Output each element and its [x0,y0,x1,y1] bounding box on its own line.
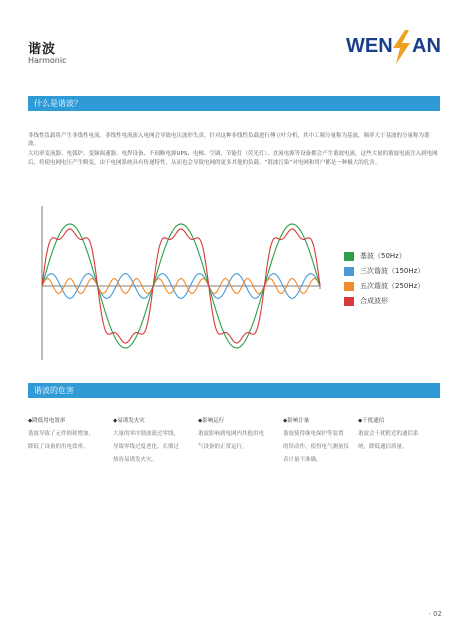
hazard-column [198,415,276,454]
hazard-line: 导致零线过度老化、长期过 [113,444,180,450]
hazard-line: 谐波使得继电保护等装置 [283,431,344,437]
hazard-line: 表计量不准确。 [283,457,322,463]
legend-swatch [344,282,354,291]
legend-swatch [344,267,354,276]
logo-text-right: AN [412,35,441,57]
hazard-line: 谐波导致了元件损耗增加， [28,431,95,437]
legend-label: 三次谐波（150Hz） [360,267,425,275]
hazard-column [283,415,361,467]
hazard-column [28,415,106,454]
intro-text [28,132,440,169]
page-number: · 02 [428,610,442,618]
section-heading-text: 什么是谐波？ [34,99,82,108]
lightning-bolt-icon [387,30,415,64]
hazard-line: 降低了设备的用电效率。 [28,444,89,450]
section-heading-what-is-harmonic [28,96,440,111]
page-subtitle: Harmonic [28,56,67,65]
page-title: 谐波 [28,42,57,57]
hazard-column [358,415,436,454]
hazard-line: 气设备的正常运行。 [198,444,248,450]
hazard-line: 的误动作，使得电气测量仪 [283,444,350,450]
hazard-line: 统，降低通信质量。 [358,444,408,450]
hazard-title: ◆影响计量 [283,418,310,424]
hazard-title: ◆影响运行 [198,418,225,424]
hazard-line: 热容易诱发火灾。 [113,457,158,463]
legend-swatch [344,297,354,306]
section-heading-text: 谐波的危害 [34,386,74,395]
hazard-title: ◆易诱发火灾 [113,418,145,424]
legend-label: 五次谐波（250Hz） [360,282,425,290]
hazard-line: 大量的零序谐波流过零线， [113,431,180,437]
paragraph: 大功率变流器、电弧炉、变频调速器、电焊设备、不间断电源UPS、电梯、空调、节能灯（荧光灯）、直流电源等设备都会产生谐波电流。这些大量的谐波电流注入到电网后，将使电网电压产生畸变，由于电网系统具有传递特性，从而也会导致电网的更多其他的负载。“谐波污染”对电网和用户都是一种极大的危害。 [28,151,438,166]
legend-swatch [344,252,354,261]
waveform-chart [28,198,328,368]
hazard-line: 谐波影响到电网内其他用电 [198,431,265,437]
hazard-column [113,415,191,467]
hazard-line: 谐波会干扰附近的通信系 [358,431,419,437]
paragraph: 非线性负载将产生非线性电流。非线性电流流入电网会导致电压波形失真。针对这种非线性负载进行傅立叶分析，其中工频分量称为基波，频率大于基波的分量称为谐波。 [28,133,430,148]
legend-label: 基波（50Hz） [360,252,406,260]
legend-label: 合成波形 [360,297,388,305]
brand-logo [346,30,444,64]
hazard-title: ◆干扰通信 [358,418,385,424]
hazard-title: ◆降低用电效率 [28,418,66,424]
section-heading-harmonic-hazards [28,383,440,398]
logo-text-left: WEN [346,35,393,57]
